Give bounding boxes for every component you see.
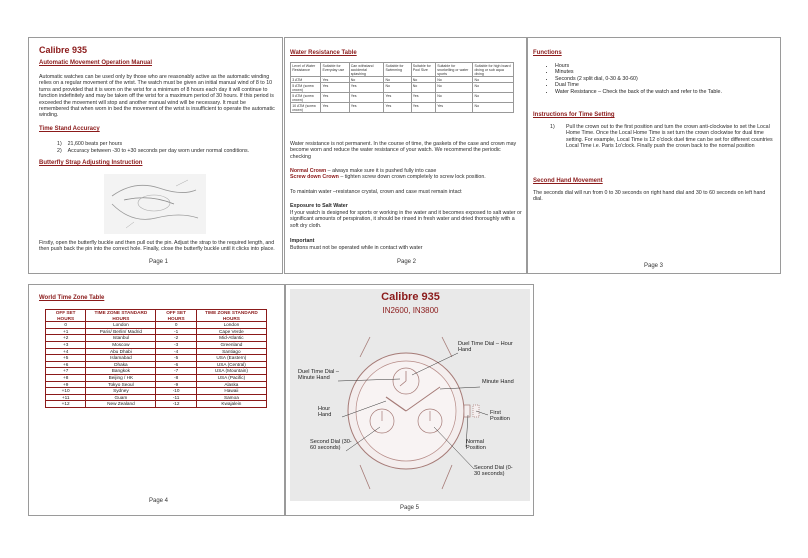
table-cell: 5 ATM (screw crown)	[291, 93, 321, 103]
table-cell: -8	[156, 374, 196, 381]
table-header-cell: TIME ZONE STANDARD HOURS	[86, 310, 156, 322]
table-cell: -4	[156, 348, 196, 355]
table-header-cell: OFF SET HOURS	[46, 310, 86, 322]
list-item: • Hours	[555, 63, 781, 69]
table-row	[46, 328, 267, 335]
table-cell: Beijing / HK	[86, 374, 156, 381]
table-cell: -6	[156, 361, 196, 368]
table-cell: USA (Central)	[196, 361, 266, 368]
table-row	[46, 401, 267, 408]
normal-crown-label: Normal Crown	[290, 168, 327, 174]
page-5-subtitle: IN2600, IN3800	[382, 306, 439, 315]
list-item: • Water Resistance – Check the back of the watch and refer to the Table.	[555, 89, 781, 95]
table-cell: USA (Pacific)	[196, 374, 266, 381]
page-5-number: Page 5	[400, 505, 420, 511]
table-cell: Yes	[349, 93, 384, 103]
table-header-cell: Suitable for Pool Size	[411, 63, 436, 77]
table-cell: -5	[156, 355, 196, 362]
table-cell: Mid-Atlantic	[196, 335, 266, 342]
table-cell: Cape Verde	[196, 328, 266, 335]
time-setting-heading: Instructions for Time Setting	[533, 112, 615, 118]
table-cell: Istanbul	[86, 335, 156, 342]
table-cell: Yes	[321, 77, 349, 83]
table-cell: USA (Eastern)	[196, 355, 266, 362]
table-header-cell: OFF SET HOURS	[156, 310, 196, 322]
page-3	[527, 37, 781, 274]
auto-movement-text: Automatic watches can be used only by those who are reasonably active as the automatic winding relies on a regular movement of the wrist. The watch must be given an initial manual wind of 8 to 10 turns and provided that it is worn on the wrist for a minimum of 8 hours each day it will continue to function indefinitely and may be taken off the wrist for a maximum period of 30 hours. If this period is exceeded the movement will stop and another manual wind will be necessary. It must be remembered that when worn in bed the movement of the wrist is insufficient to operate the automatic winding.	[39, 74, 275, 119]
screw-crown-label: Screw down Crown	[290, 174, 339, 181]
table-cell: Yes	[436, 103, 473, 113]
table-cell: No	[384, 77, 411, 83]
table-cell: Tokyo Seoul	[86, 381, 156, 388]
page-5-title: Calibre 935	[381, 291, 440, 303]
table-row	[291, 103, 514, 113]
table-row	[46, 341, 267, 348]
table-header-cell: Suitable for Swimming	[384, 63, 411, 77]
table-row	[291, 63, 514, 77]
table-cell: Sydney	[86, 388, 156, 395]
list-item: • Minutes	[555, 69, 781, 75]
table-header-cell: Suitable for high board diving or sub aqua diving	[473, 63, 514, 77]
table-cell: Yes	[321, 103, 349, 113]
second-hand-heading: Second Hand Movement	[533, 178, 603, 184]
accuracy-item-2	[57, 148, 249, 154]
table-cell: New Zealand	[86, 401, 156, 408]
page-4	[28, 284, 285, 516]
important-heading: Important	[290, 238, 315, 244]
table-cell: +9	[46, 381, 86, 388]
table-header-cell: Suitable for snorkelling or water sports	[436, 63, 473, 77]
table-cell: No	[473, 83, 514, 93]
table-cell: Hawaii	[196, 388, 266, 395]
table-cell: +10	[46, 388, 86, 395]
maintain-text: To maintain water –resistance crystal, crown and case must remain intact	[290, 189, 462, 195]
table-header-cell: TIME ZONE STANDARD HOURS	[196, 310, 266, 322]
table-cell: Guam	[86, 394, 156, 401]
page-2	[284, 37, 527, 274]
table-header-cell: Level of Water Resistance	[291, 63, 321, 77]
label-second-left: Second Dial (30-60 seconds)	[310, 439, 352, 452]
table-row	[46, 348, 267, 355]
table-cell: Paris/ Berlin/ Madrid	[86, 328, 156, 335]
table-row	[46, 374, 267, 381]
table-cell: Yes	[321, 93, 349, 103]
table-row	[46, 322, 267, 329]
table-cell: -12	[156, 401, 196, 408]
table-cell: Yes	[349, 83, 384, 93]
table-cell: +6	[46, 361, 86, 368]
label-second-right: Second Dial (0-30 seconds)	[474, 465, 513, 478]
table-cell: Alaska	[196, 381, 266, 388]
table-row	[291, 93, 514, 103]
label-first-position: First Position	[490, 410, 510, 423]
accuracy-text-2: Accuracy between -30 to +30 seconds per day worn under normal conditions.	[67, 148, 250, 154]
table-row	[46, 361, 267, 368]
accuracy-text-1: 21,600 beats per hours	[67, 141, 123, 147]
screw-crown-line	[290, 174, 522, 180]
butterfly-strap-illustration	[104, 174, 206, 234]
page-5	[285, 284, 534, 516]
table-cell: +4	[46, 348, 86, 355]
table-cell: +3	[46, 341, 86, 348]
table-cell: -10	[156, 388, 196, 395]
table-cell: +12	[46, 401, 86, 408]
table-cell: Yes	[321, 83, 349, 93]
page-3-number: Page 3	[644, 263, 664, 269]
water-resistance-table	[290, 62, 514, 113]
table-cell: Yes	[411, 93, 436, 103]
table-cell: Moscow	[86, 341, 156, 348]
table-cell: No	[349, 77, 384, 83]
table-cell: Yes	[384, 103, 411, 113]
table-cell: No	[473, 103, 514, 113]
table-cell: Yes	[349, 103, 384, 113]
table-cell: 10 ATM (screw crown)	[291, 103, 321, 113]
label-duel-hour: Duel Time Dial – Hour Hand	[458, 341, 513, 354]
page-2-number: Page 2	[397, 259, 417, 265]
water-resistance-text: Water resistance is not permanent. In the course of time, the gaskets of the case and crown may become worn and reduce the water resistance of your watch. We recommend the periodic checking	[290, 141, 517, 160]
table-row	[46, 355, 267, 362]
table-cell: Santiago	[196, 348, 266, 355]
list-item: • Seconds (2 split dial, 0-30 & 30-60)	[555, 76, 781, 82]
list-item: • Dual Time	[555, 82, 781, 88]
table-cell: -3	[156, 341, 196, 348]
accuracy-num-2: 2)	[57, 148, 62, 154]
table-cell: +7	[46, 368, 86, 375]
table-header-cell: Can withstand accidental splashing	[349, 63, 384, 77]
label-normal-position: Normal Position	[466, 439, 486, 452]
time-setting-text: Pull the crown out to the first position and turn the crown anti-clockwise to set the Local Home Time. Once the Local Home Time is set turn the crown clockwise for dual time setting. For example, Local Time is 12 o'clock duel time can be set for different countries Local Time i.e. Paris 1o'clock. Finally push the crown back to the normal position	[566, 124, 773, 150]
page-4-number: Page 4	[149, 498, 169, 504]
normal-crown-text: – always make sure it is pushed fully into case	[326, 168, 437, 174]
label-minute: Minute Hand	[482, 379, 514, 385]
table-cell: 0	[46, 322, 86, 329]
exposure-text: If your watch is designed for sports or working in the water and it becomes exposed to salt water or significant amounts of perspiration, it should be rinsed in fresh water and dried thoroughly with a soft dry cloth.	[290, 210, 522, 229]
table-cell: -9	[156, 381, 196, 388]
table-cell: +8	[46, 374, 86, 381]
table-cell: Abu Dhabi	[86, 348, 156, 355]
page-1-number: Page 1	[149, 259, 169, 265]
exposure-heading: Exposure to Salt Water	[290, 203, 348, 209]
table-cell: No	[436, 93, 473, 103]
table-cell: Dhaka	[86, 361, 156, 368]
table-cell: 5 ATM (screw crown)	[291, 83, 321, 93]
page-1-title: Calibre 935	[39, 45, 88, 55]
label-hour: Hour Hand	[318, 406, 332, 419]
table-cell: +2	[46, 335, 86, 342]
second-hand-text: The seconds dial will run from 0 to 30 seconds on right hand dial and 30 to 60 seconds on left hand dial.	[533, 190, 766, 203]
table-cell: No	[473, 77, 514, 83]
table-row	[46, 394, 267, 401]
table-cell: No	[411, 83, 436, 93]
table-row	[46, 310, 267, 322]
water-resistance-heading: Water Resistance Table	[290, 50, 357, 56]
table-cell: Kwajalein	[196, 401, 266, 408]
functions-list	[533, 63, 781, 95]
table-cell: Greenland	[196, 341, 266, 348]
table-row	[46, 381, 267, 388]
table-cell: Samoa	[196, 394, 266, 401]
label-duel-minute: Duel Time Dial – Minute Hand	[298, 369, 340, 382]
table-cell: Bangkok	[86, 368, 156, 375]
table-cell: Yes	[384, 93, 411, 103]
table-cell: 3 ATM	[291, 77, 321, 83]
page-1	[28, 37, 283, 274]
strap-heading: Butterfly Strap Adjusting Instruction	[39, 160, 143, 166]
table-cell: No	[384, 83, 411, 93]
world-time-zone-heading: World Time Zone Table	[39, 295, 105, 301]
table-row	[291, 83, 514, 93]
world-time-zone-table	[45, 309, 267, 408]
functions-heading: Functions	[533, 50, 562, 56]
table-cell: -2	[156, 335, 196, 342]
table-cell: +11	[46, 394, 86, 401]
table-cell: Islamabad	[86, 355, 156, 362]
table-cell: +5	[46, 355, 86, 362]
table-cell: -1	[156, 328, 196, 335]
table-cell: London	[196, 322, 266, 329]
table-row	[46, 368, 267, 375]
table-cell: No	[473, 93, 514, 103]
accuracy-heading: Time Stand Accuracy	[39, 126, 100, 132]
auto-movement-heading: Automatic Movement Operation Manual	[39, 60, 153, 66]
table-cell: No	[436, 77, 473, 83]
table-cell: 0	[156, 322, 196, 329]
table-cell: No	[411, 77, 436, 83]
table-cell: USA (Mountain)	[196, 368, 266, 375]
important-text: Buttons must not be operated while in contact with water	[290, 245, 423, 251]
table-row	[46, 388, 267, 395]
table-cell: Yes	[411, 103, 436, 113]
accuracy-num-1: 1)	[57, 141, 62, 147]
crown-info	[290, 168, 522, 181]
table-row	[46, 335, 267, 342]
table-cell: -7	[156, 368, 196, 375]
screw-crown-text: – tighten screw down crown completely to screw lock position.	[338, 174, 486, 181]
table-cell: London	[86, 322, 156, 329]
time-setting-num: 1)	[550, 124, 555, 130]
strap-text: Firstly, open the butterfly buckle and then pull out the pin. Adjust the strap to the required length, and then push back the pin into the correct hole. Finally, close the butterfly buckle until it clicks into place.	[39, 240, 275, 253]
table-cell: -11	[156, 394, 196, 401]
table-cell: No	[436, 83, 473, 93]
accuracy-item-1	[57, 141, 122, 147]
table-header-cell: Suitable for Everyday use	[321, 63, 349, 77]
table-cell: +1	[46, 328, 86, 335]
